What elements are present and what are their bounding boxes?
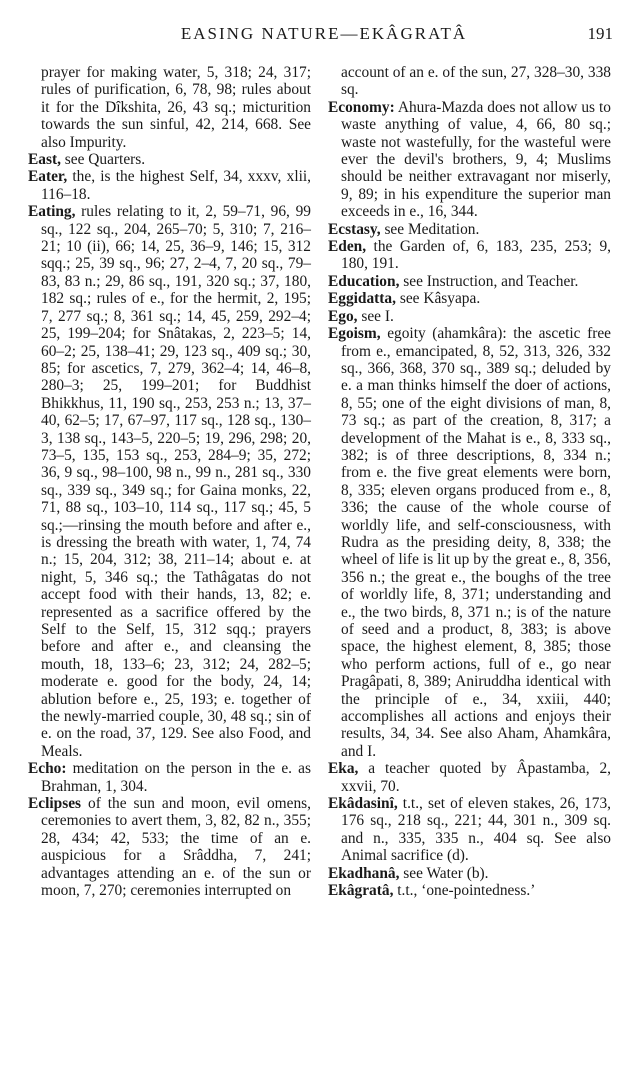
entry-text: see Kâsyapa. <box>395 290 481 308</box>
entry-headword: Eggidatta, <box>328 290 396 308</box>
index-entry <box>328 795 611 865</box>
entry-text: meditation on the person in the e. as Brahman, 1, 304. <box>41 760 311 795</box>
index-entry <box>328 221 611 238</box>
right-column <box>328 64 611 900</box>
entry-headword: Ekadhanâ, <box>328 864 400 882</box>
index-entry <box>328 290 611 307</box>
index-entry <box>28 760 311 795</box>
entry-text: see Instruction, and Teacher. <box>399 272 579 290</box>
entry-text: t.t., ‘one-pointedness.’ <box>393 882 536 900</box>
index-entry <box>328 760 611 795</box>
index-entry <box>28 168 311 203</box>
entry-headword: Ekâgratâ, <box>328 882 394 900</box>
index-entry <box>28 64 311 151</box>
entry-text: Ahura-Mazda does not allow us to waste anything of value, 4, 66, 80 sq.; waste not wastefully, for the wasteful were ever the devil's brothers, 9, 4; Muslims should be neither extravagant nor miserly, 9, 89; in his expenditure the superior man exceeds in e., 16, 344. <box>341 98 611 221</box>
index-entry <box>28 151 311 168</box>
entry-headword: Egoism, <box>328 325 381 343</box>
entry-text: the, is the highest Self, 34, xxxv, xlii, 116–18. <box>41 168 311 203</box>
entry-headword: Eater, <box>28 168 68 186</box>
entry-headword: Education, <box>328 272 400 290</box>
index-entry <box>328 882 611 899</box>
index-entry <box>328 99 611 221</box>
entry-headword: Ecstasy, <box>328 220 381 238</box>
index-entry <box>28 795 311 899</box>
entry-headword: Echo: <box>28 760 67 778</box>
index-entry <box>328 325 611 760</box>
entry-headword: Eclipses <box>28 795 82 813</box>
entry-headword: Ego, <box>328 307 358 325</box>
index-entry <box>328 308 611 325</box>
entry-headword: Eden, <box>328 238 367 256</box>
index-entry <box>28 203 311 760</box>
entry-text: account of an e. of the sun, 27, 328–30, 338 sq. <box>341 64 611 99</box>
entry-text: egoity (ahamkâra): the ascetic free from e., emancipated, 8, 52, 313, 326, 332 sq., 366, 368, 370 sq., 389 sq.; deluded by e. a man thinks himself the doer of actions, 8, 55; one of the eight divisions of man, 8, 73 sq.; as part of the creation, 8, 317; a development of the Mahat is e., 8, 333 sq., 382; is of three descriptions, 8, 334 n.; from e. the five great elements were born, 8, 335; eleven organs produced from e., 8, 336; the cause of the whole course of worldly life, and self-consciousness, with Rudra as the presiding deity, 8, 338; the wheel of life is lit up by the great e., 8, 356, 356 n.; the great e., the boughs of the tree of worldly life, 8, 371; understanding and e., the two birds, 8, 371 n.; is of the nature of seed and a product, 8, 383; is above space, the highest element, 8, 385; those who perform actions, full of e., go near Pragâpati, 8, 389; Aniruddha identical with the principle of e., 34, xxiii, 440; accomplishes all actions and enjoys their results, 34, 34. See also Aham, Ahamkâra, and I. <box>341 325 611 760</box>
entry-text: of the sun and moon, evil omens, ceremonies to avert them, 3, 82, 82 n., 355; 28, 434; 42, 533; the time of an e. auspicious for a Srâddha, 7, 241; advantages attending an e. of the sun or moon, 7, 270; ceremonies interrupted on <box>41 795 311 900</box>
entry-text: rules relating to it, 2, 59–71, 96, 99 sq., 122 sq., 204, 265–70; 5, 310; 7, 216–21; 10 (ii), 66; 14, 25, 36–9, 146; 15, 312 sqq.; 25, 39 sq., 96; 27, 2–4, 7, 20 sq., 79–83, 83 n.; 29, 86 sq., 191, 320 sq.; 37, 180, 182 sq.; rules of e., for the hermit, 2, 195; 7, 277 sq.; 8, 361 sq.; 14, 45, 259, 292–4; 25, 199–204; for Snâtakas, 2, 223–5; 14, 60–2; 25, 138–41; 29, 123 sq., 409 sq.; 30, 85; for ascetics, 7, 279, 362–4; 14, 46–8, 280–3; 25, 199–201; for Buddhist Bhikkhus, 11, 190 sq., 253, 253 n.; 13, 37–40, 62–5; 17, 67–97, 117 sq., 128 sq., 130–3, 138 sq., 143–5, 220–5; 19, 296, 298; 20, 73–5, 135, 153 sq., 253, 284–9; 35, 272; 36, 9 sq., 98–100, 98 n., 99 n., 281 sq., 330 sq., 339 sq., 349 sq.; for Gaina monks, 22, 71, 88 sq., 103–10, 114 sq., 117 sq.; 45, 5 sq.;—rinsing the mouth before and after e., is dressing the breath with water, 1, 74, 74 n.; 15, 204, 312; 38, 211–14; about e. at night, 5, 346 sq.; the Tathâgatas do not accept food with their hands, 13, 82; e. represented as a sacrifice offered by the Self to the Self, 15, 312 sqq.; prayers before and after e., and cleansing the mouth, 18, 133–6; 23, 312; 24, 282–5; moderate e. good for the body, 24, 14; ablution before e., 25, 193; e. together of the newly-married couple, 30, 48 sq.; sin of e. on the road, 37, 129. See also Food, and Meals. <box>41 203 311 760</box>
index-entry <box>328 238 611 273</box>
entry-headword: East, <box>28 151 61 169</box>
entry-text: t.t., set of eleven stakes, 26, 173, 176 sq., 218 sq., 221; 44, 301 n., 309 sq. and n., 335, 335 n., 404 sq. See also Animal sacrifice (d). <box>341 795 611 865</box>
index-entry <box>328 64 611 99</box>
page-number: 191 <box>587 24 613 43</box>
entry-text: see I. <box>357 307 394 325</box>
entry-text: see Quarters. <box>60 151 146 169</box>
entry-text: a teacher quoted by Âpastamba, 2, xxvii, 70. <box>341 760 611 795</box>
entry-headword: Ekâdasinî, <box>328 795 398 813</box>
index-entry <box>328 273 611 290</box>
running-title: EASING NATURE—EKÂGRATÂ <box>180 24 468 43</box>
entry-text: the Garden of, 6, 183, 235, 253; 9, 180, 191. <box>341 238 611 273</box>
left-column <box>28 64 311 900</box>
entry-text: see Water (b). <box>399 864 489 882</box>
entry-headword: Eating, <box>28 203 76 221</box>
entry-headword: Eka, <box>328 760 359 778</box>
entry-text: prayer for making water, 5, 318; 24, 317; rules of purification, 6, 78, 98; rules about it for the Dîkshita, 26, 43 sq.; micturition towards the sun sinful, 42, 214, 668. See also Impurity. <box>41 64 311 151</box>
entry-text: see Meditation. <box>380 220 480 238</box>
page-header <box>35 24 613 50</box>
entry-headword: Economy: <box>328 98 395 116</box>
index-entry <box>328 865 611 882</box>
